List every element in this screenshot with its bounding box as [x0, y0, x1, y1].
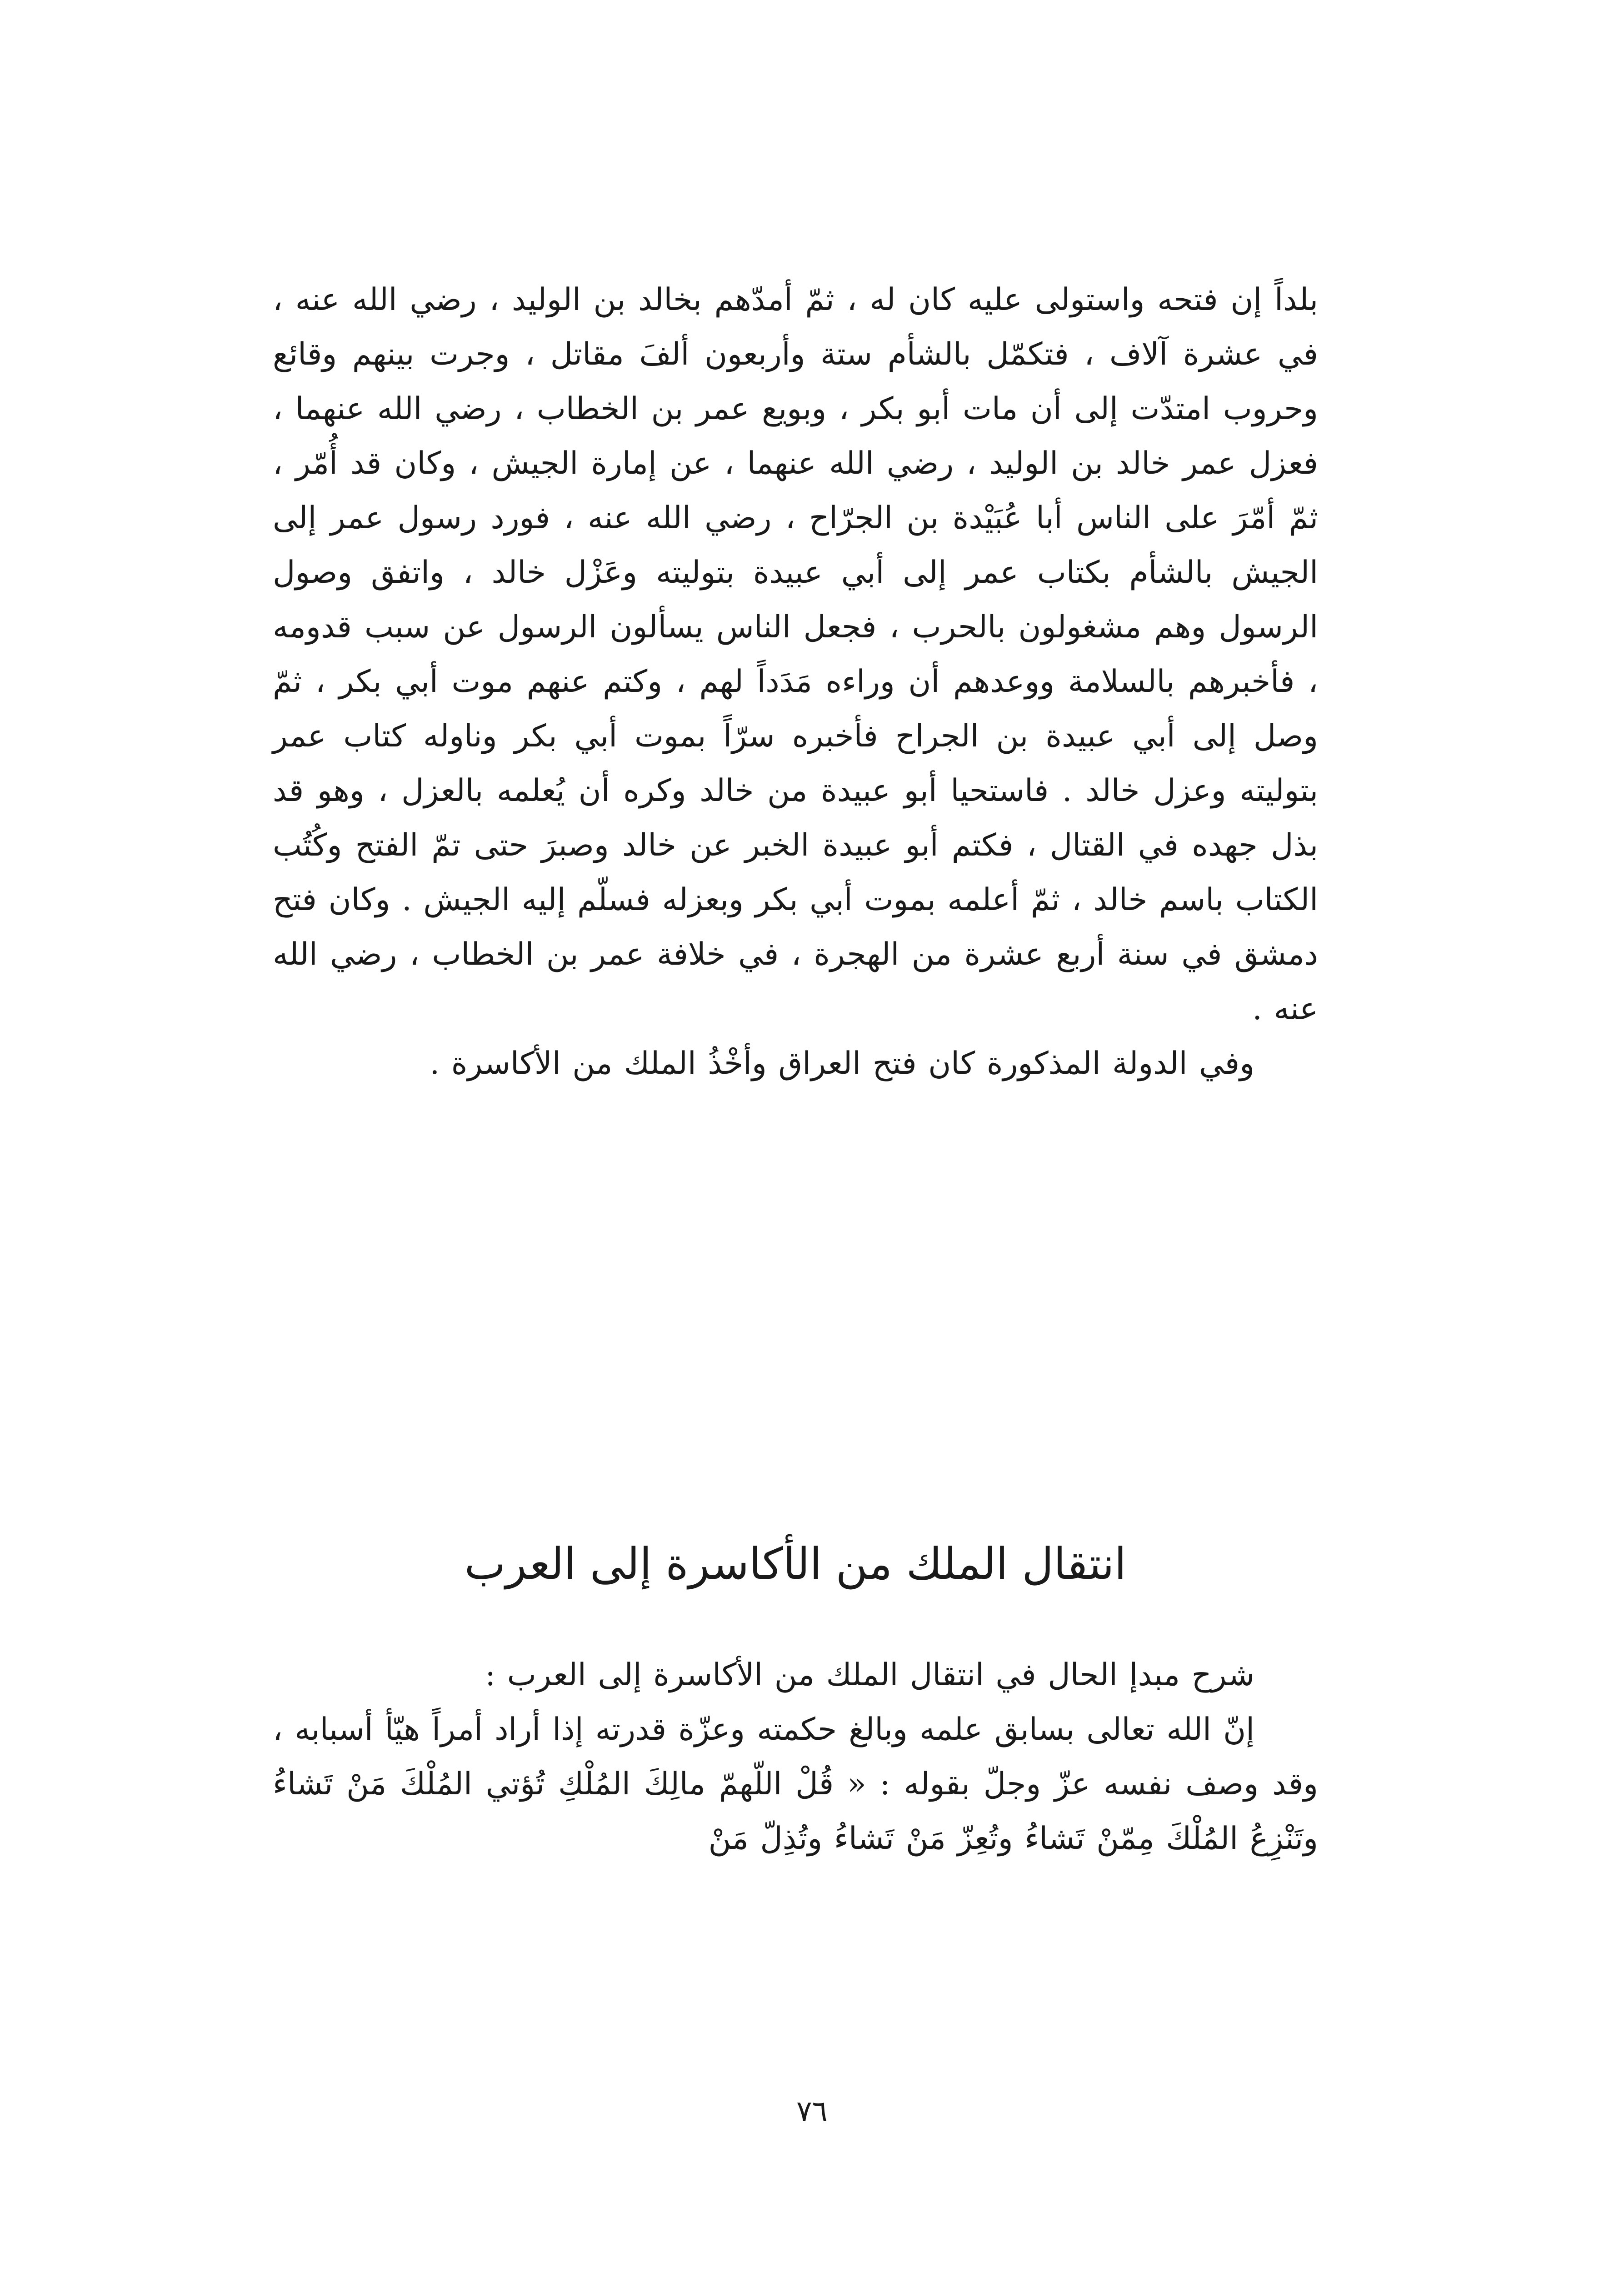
- upper-text-block: [273, 273, 1318, 1091]
- section-heading: انتقال الملك من الأكاسرة إلى العرب: [464, 1538, 1127, 1589]
- paragraph-divine-will: إنّ الله تعالى بسابق علمه وبالغ حكمته وعزّة قدرته إذا أراد أمراً هيّأ أسبابه ، وقد وصف نفسه عزّ وجلّ بقوله : « قُلْ اللّهمّ مالِكَ المُلْكِ تُؤتي المُلْكَ مَنْ تَشاءُ وتَنْزِعُ المُلْكَ مِمّنْ تَشاءُ وتُعِزّ مَنْ تَشاءُ وتُذِلّ مَنْ: [273, 1712, 1318, 1857]
- section-subheading: شرح مبدإ الحال في انتقال الملك من الأكاسرة إلى العرب :: [485, 1657, 1254, 1693]
- paragraph-khalid-abu-ubayda: بلداً إن فتحه واستولى عليه كان له ، ثمّ أمدّهم بخالد بن الوليد ، رضي الله عنه ، في عشرة آلاف ، فتكمّل بالشأم ستة وأربعون ألفَ مقاتل ، وجرت بينهم وقائع وحروب امتدّت إلى أن مات أبو بكر ، وبويع عمر بن الخطاب ، رضي الله عنهما ، فعزل عمر خالد بن الوليد ، رضي الله عنهما ، عن إمارة الجيش ، وكان قد أُمّر ، ثمّ أمّرَ على الناس أبا عُبَيْدة بن الجرّاح ، رضي الله عنه ، فورد رسول عمر إلى الجيش بالشأم بكتاب عمر إلى أبي عبيدة بتوليته وعَزْل خالد ، واتفق وصول الرسول وهم مشغولون بالحرب ، فجعل الناس يسألون الرسول عن سبب قدومه ، فأخبرهم بالسلامة ووعدهم أن وراءه مَدَداً لهم ، وكتم عنهم موت أبي بكر ، ثمّ وصل إلى أبي عبيدة بن الجراح فأخبره سرّاً بموت أبي بكر وناوله كتاب عمر بتوليته وعزل خالد . فاستحيا أبو عبيدة من خالد وكره أن يُعلمه بالعزل ، وهو قد بذل جهده في القتال ، فكتم أبو عبيدة الخبر عن خالد وصبرَ حتى تمّ الفتح وكُتُب الكتاب باسم خالد ، ثمّ أعلمه بموت أبي بكر وبعزله فسلّم إليه الجيش . وكان فتح دمشق في سنة أربع عشرة من الهجرة ، في خلافة عمر بن الخطاب ، رضي الله عنه .: [273, 282, 1319, 1027]
- paragraph-iraq-conquest: وفي الدولة المذكورة كان فتح العراق وأخْذُ الملك من الأكاسرة .: [430, 1046, 1254, 1081]
- page-number: ٧٦: [796, 2095, 828, 2128]
- lower-text-block: [273, 1648, 1318, 1866]
